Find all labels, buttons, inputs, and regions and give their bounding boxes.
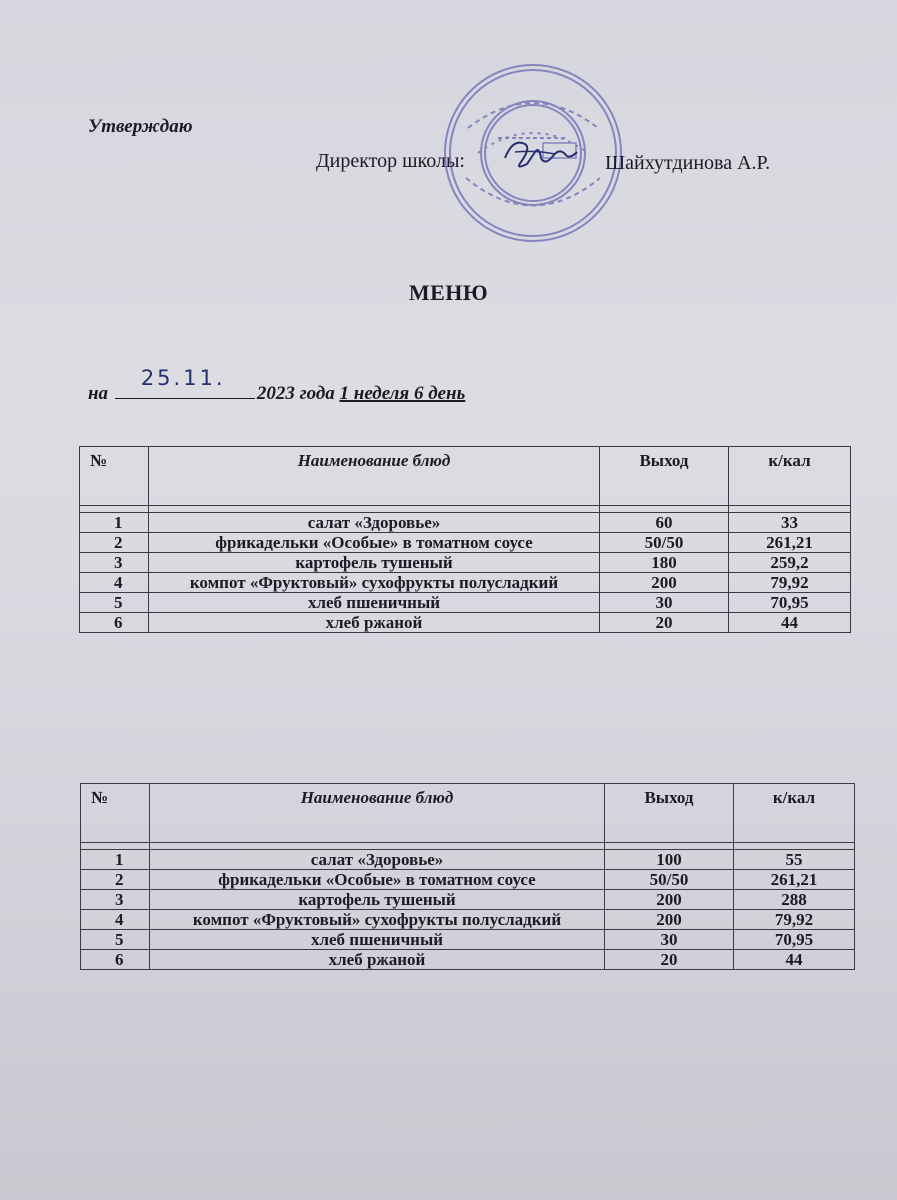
row-output: 180 [600,553,729,573]
row-num: 5 [81,930,150,950]
row-output: 30 [605,930,734,950]
header-kcal: к/кал [734,784,855,843]
row-kcal: 259,2 [729,553,851,573]
table-row [80,553,851,573]
table-row [80,613,851,633]
row-name: хлеб ржаной [150,950,605,970]
row-kcal: 261,21 [729,533,851,553]
menu-table-2 [80,783,855,970]
header-output: Выход [605,784,734,843]
row-name: картофель тушеный [150,890,605,910]
row-output: 50/50 [605,870,734,890]
row-name: хлеб ржаной [149,613,600,633]
header-output: Выход [600,447,729,506]
table-row [80,513,851,533]
table-row [81,930,855,950]
row-name: компот «Фруктовый» сухофрукты полусладкий [150,910,605,930]
table-row [80,593,851,613]
director-name: Шайхутдинова А.Р. [605,152,771,174]
date-line [88,366,466,405]
menu-table-1 [79,446,851,633]
row-num: 2 [80,533,149,553]
row-kcal: 79,92 [729,573,851,593]
header-num: № [80,447,149,506]
date-year: 2023 года [256,383,335,404]
header-num: № [81,784,150,843]
row-kcal: 55 [734,850,855,870]
row-kcal: 70,95 [734,930,855,950]
table-header-row [81,784,855,843]
row-name: хлеб пшеничный [150,930,605,950]
table-row [81,950,855,970]
row-name: салат «Здоровье» [149,513,600,533]
row-kcal: 44 [729,613,851,633]
table-spacer [80,506,851,513]
row-kcal: 44 [734,950,855,970]
director-row [316,150,771,174]
table-row [81,910,855,930]
row-kcal: 79,92 [734,910,855,930]
row-num: 4 [80,573,149,593]
row-num: 1 [80,513,149,533]
table-row [81,890,855,910]
row-output: 50/50 [600,533,729,553]
table-row [80,573,851,593]
table-row [81,850,855,870]
date-blank [115,366,255,399]
row-name: фрикадельки «Особые» в томатном соусе [150,870,605,890]
week-day: 1 неделя 6 день [339,383,466,404]
row-output: 200 [605,890,734,910]
date-prefix: на [88,383,109,404]
row-num: 5 [80,593,149,613]
row-output: 20 [600,613,729,633]
row-num: 3 [80,553,149,573]
handwritten-date: 25.11. [140,366,226,390]
row-num: 2 [81,870,150,890]
row-num: 6 [80,613,149,633]
header-name: Наименование блюд [149,447,600,506]
header-kcal: к/кал [729,447,851,506]
page-title: МЕНЮ [408,280,489,305]
row-num: 3 [81,890,150,910]
row-output: 100 [605,850,734,870]
row-name: фрикадельки «Особые» в томатном соусе [149,533,600,553]
table-spacer [81,843,855,850]
row-output: 60 [600,513,729,533]
row-name: салат «Здоровье» [150,850,605,870]
row-output: 200 [605,910,734,930]
approval-heading: Утверждаю [88,116,193,137]
row-num: 4 [81,910,150,930]
row-num: 1 [81,850,150,870]
row-output: 200 [600,573,729,593]
director-label: Директор школы: [316,150,465,172]
row-kcal: 70,95 [729,593,851,613]
row-num: 6 [81,950,150,970]
row-output: 20 [605,950,734,970]
row-kcal: 288 [734,890,855,910]
row-name: хлеб пшеничный [149,593,600,613]
row-kcal: 261,21 [734,870,855,890]
row-kcal: 33 [729,513,851,533]
row-output: 30 [600,593,729,613]
row-name: компот «Фруктовый» сухофрукты полусладкий [149,573,600,593]
table-row [81,870,855,890]
signature-icon [495,130,585,180]
table-row [80,533,851,553]
header-name: Наименование блюд [150,784,605,843]
row-name: картофель тушеный [149,553,600,573]
table-header-row [80,447,851,506]
